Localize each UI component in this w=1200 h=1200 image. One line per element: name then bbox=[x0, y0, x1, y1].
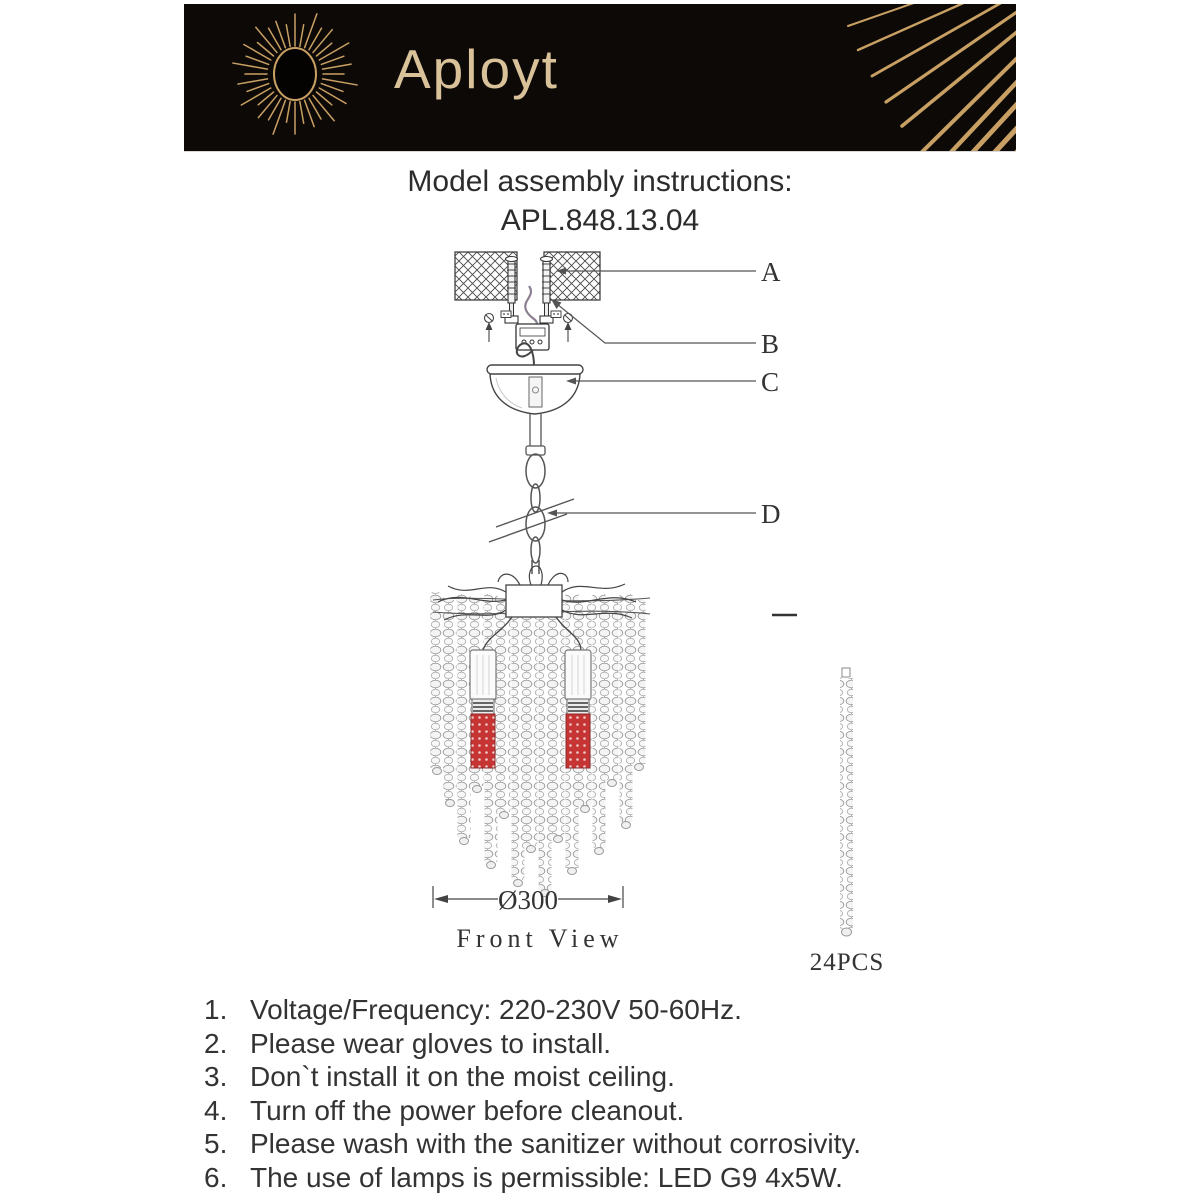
page-title: Model assembly instructions: bbox=[407, 165, 793, 198]
instruction-number: 4. bbox=[204, 1094, 228, 1126]
instruction-number: 1. bbox=[204, 994, 228, 1025]
suspension-chain bbox=[526, 454, 545, 574]
brand-banner bbox=[184, 4, 1016, 152]
lamp-holder-right bbox=[565, 650, 591, 768]
instruction-item bbox=[204, 993, 861, 1027]
instruction-item bbox=[204, 1127, 861, 1161]
instruction-number: 3. bbox=[204, 1061, 228, 1093]
banner-decoration bbox=[184, 4, 1016, 151]
title-block bbox=[0, 162, 1200, 240]
model-number: APL.848.13.04 bbox=[500, 204, 700, 237]
instruction-item bbox=[204, 1094, 861, 1128]
parts-count-label: 24PCS bbox=[809, 949, 885, 976]
instruction-item bbox=[204, 1027, 861, 1061]
instruction-text: Don`t install it on the moist ceiling. bbox=[250, 1061, 675, 1093]
instruction-text: Turn off the power before cleanout. bbox=[250, 1094, 685, 1126]
crystal-strands bbox=[431, 592, 646, 897]
instruction-text: Voltage/Frequency: 220-230V 50-60Hz. bbox=[250, 994, 742, 1025]
assembly-diagram bbox=[0, 245, 1200, 990]
instruction-number: 6. bbox=[204, 1161, 228, 1193]
instruction-number: 5. bbox=[204, 1128, 228, 1160]
ceiling-block bbox=[455, 252, 600, 300]
corner-rays-icon bbox=[848, 4, 1016, 151]
instruction-item bbox=[204, 1161, 861, 1195]
part-label-d: D bbox=[761, 499, 781, 529]
part-leaders bbox=[547, 268, 756, 517]
ceiling-canopy bbox=[487, 365, 583, 414]
brand-name: Aployt bbox=[394, 38, 559, 100]
spare-strand bbox=[840, 668, 853, 936]
part-label-a: A bbox=[761, 257, 781, 287]
instruction-number: 2. bbox=[204, 1027, 228, 1059]
dimension-label: Ø300 bbox=[498, 885, 558, 915]
suspension-rod bbox=[526, 414, 545, 455]
view-label: Front View bbox=[456, 924, 624, 953]
terminal-block bbox=[516, 324, 549, 350]
lamp-holder-left bbox=[470, 650, 496, 768]
part-label-b: B bbox=[761, 329, 780, 359]
part-label-c: C bbox=[761, 367, 780, 397]
instruction-text: Please wash with the sanitizer without corrosivity. bbox=[250, 1128, 862, 1160]
instruction-item bbox=[204, 1060, 861, 1094]
instruction-text: The use of lamps is permissible: LED G9 4x5W. bbox=[250, 1161, 843, 1193]
instructions-list bbox=[204, 993, 861, 1195]
instruction-text: Please wear gloves to install. bbox=[250, 1027, 612, 1059]
sunburst-logo-icon bbox=[233, 14, 357, 134]
